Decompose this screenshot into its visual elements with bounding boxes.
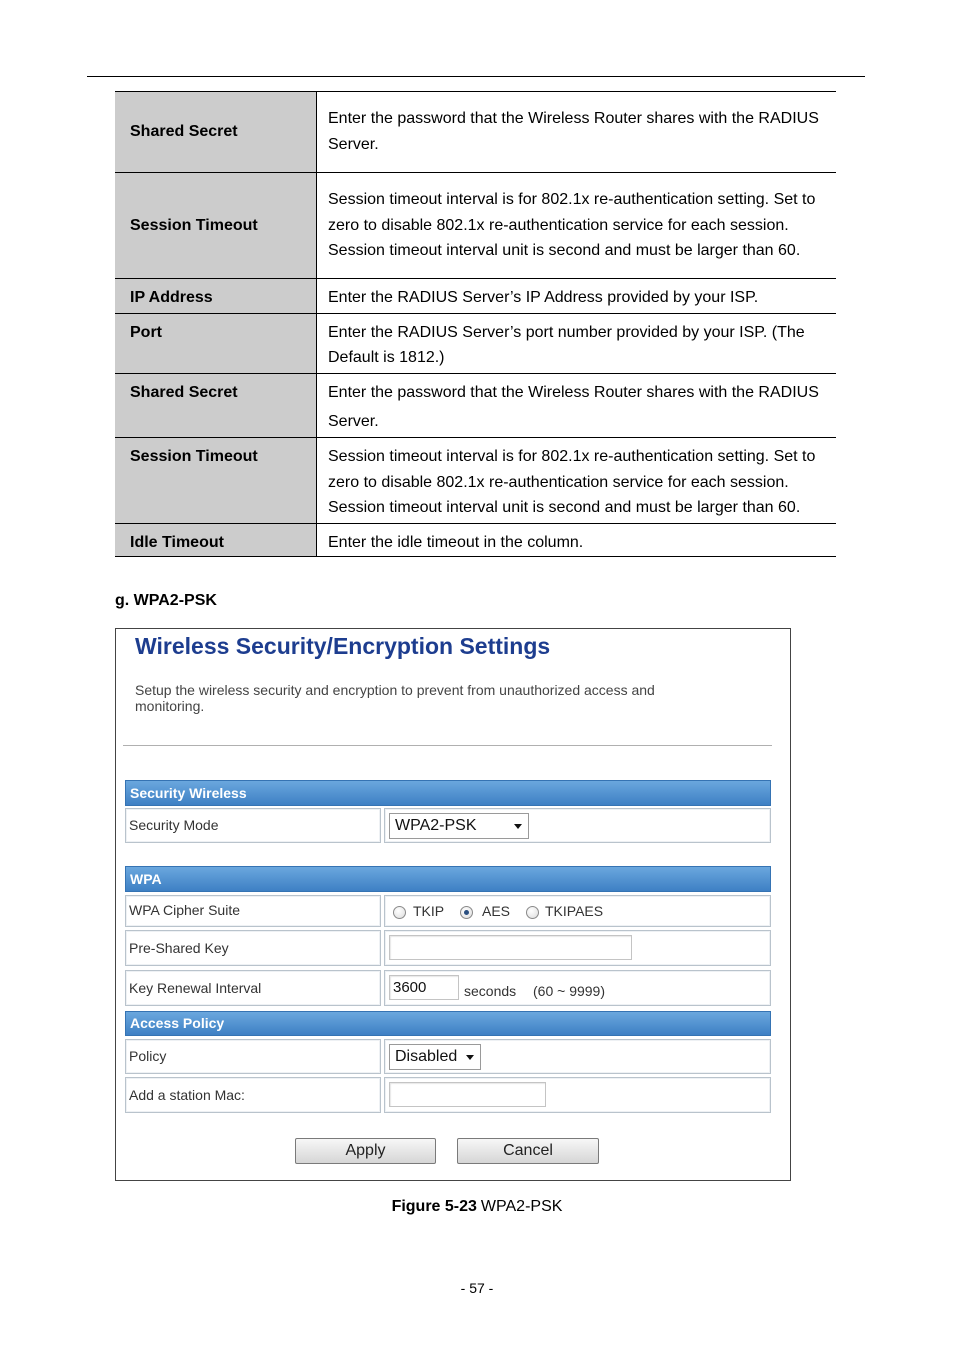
policy-select[interactable] — [389, 1044, 481, 1070]
section-header-access-policy: Access Policy — [125, 1011, 771, 1036]
parameter-name: Shared Secret — [130, 384, 238, 401]
parameter-name-cell — [115, 173, 317, 278]
radio-label-aes: AES — [482, 903, 511, 919]
dropdown-arrow-icon — [514, 824, 522, 829]
security-mode-cell — [384, 808, 771, 843]
table-row — [115, 523, 836, 557]
security-mode-row — [125, 808, 771, 843]
parameter-name: IP Address — [130, 289, 213, 306]
description-line: Enter the RADIUS Server’s IP Address provided by your ISP. — [328, 289, 759, 306]
renewal-range: (60 ~ 9999) — [533, 983, 605, 999]
cipher-suite-cell — [384, 895, 771, 927]
section-heading: g. WPA2-PSK — [115, 592, 217, 609]
key-renewal-label: Key Renewal Interval — [125, 970, 381, 1006]
security-mode-label: Security Mode — [125, 808, 381, 843]
station-mac-label: Add a station Mac: — [125, 1077, 381, 1113]
parameter-name: Idle Timeout — [130, 534, 224, 551]
description-line: Enter the password that the Wireless Router shares with the RADIUS — [328, 110, 819, 127]
policy-cell — [384, 1039, 771, 1074]
cipher-suite-label: WPA Cipher Suite — [125, 895, 381, 927]
table-row — [115, 91, 836, 172]
description-line: Session timeout interval unit is second and must be larger than 60. — [328, 242, 801, 260]
parameter-name: Shared Secret — [130, 123, 238, 140]
description-line: Enter the idle timeout in the column. — [328, 534, 584, 551]
parameter-name-cell — [115, 92, 317, 172]
parameter-name-cell — [115, 279, 317, 313]
description-line: zero to disable 802.1x re-authentication service for each session. — [328, 473, 789, 491]
table-row — [115, 437, 836, 523]
parameter-description-cell — [317, 438, 836, 523]
description-line: Enter the password that the Wireless Router shares with the RADIUS — [328, 384, 819, 401]
description-line: Server. — [328, 136, 379, 153]
apply-button[interactable]: Apply — [295, 1138, 436, 1164]
figure-title: WPA2-PSK — [480, 1198, 563, 1215]
policy-label: Policy — [125, 1039, 381, 1074]
description-line: Enter the RADIUS Server’s port number provided by your ISP. (The — [328, 324, 805, 341]
parameter-table — [115, 91, 836, 557]
parameter-description-cell — [317, 314, 836, 373]
parameter-description-cell — [317, 279, 836, 313]
policy-value: Disabled — [395, 1048, 458, 1065]
description-line: Session timeout interval is for 802.1x re-authentication setting. Set to — [328, 191, 816, 209]
parameter-name: Session Timeout — [130, 216, 258, 234]
description-line: zero to disable 802.1x re-authentication service for each session. — [328, 216, 789, 234]
key-renewal-row — [125, 970, 771, 1006]
radio-tkipaes[interactable] — [526, 906, 539, 919]
parameter-name-cell — [115, 438, 317, 523]
radio-label-tkipaes: TKIPAES — [545, 903, 604, 919]
divider — [123, 745, 772, 746]
pre-shared-key-input[interactable] — [389, 935, 632, 960]
parameter-name-cell — [115, 374, 317, 437]
parameter-description-cell — [317, 524, 836, 556]
radio-label-tkip: TKIP — [413, 903, 445, 919]
description-line: Session timeout interval unit is second and must be larger than 60. — [328, 499, 801, 516]
table-row — [115, 373, 836, 437]
parameter-description-cell — [317, 374, 836, 437]
security-mode-select[interactable] — [389, 813, 529, 839]
cipher-suite-row — [125, 895, 771, 927]
description-line: Session timeout interval is for 802.1x re-authentication setting. Set to — [328, 448, 816, 465]
page-title: Wireless Security/Encryption Settings — [135, 633, 551, 659]
pre-shared-key-cell — [384, 930, 771, 966]
station-mac-input[interactable] — [389, 1082, 546, 1107]
security-mode-value: WPA2-PSK — [395, 817, 477, 834]
wpa2-psk-settings-screenshot — [115, 628, 791, 1181]
section-header-security-wireless: Security Wireless — [125, 780, 771, 806]
policy-row — [125, 1039, 771, 1074]
section-header-wpa: WPA — [125, 866, 771, 892]
dropdown-arrow-icon — [466, 1055, 474, 1060]
header-rule — [87, 76, 865, 77]
radio-aes[interactable] — [460, 906, 473, 919]
table-row — [115, 278, 836, 313]
pre-shared-key-label: Pre-Shared Key — [125, 930, 381, 966]
renewal-unit: seconds — [464, 983, 517, 999]
page-description — [135, 682, 655, 714]
page-number: - 57 - — [460, 1280, 494, 1296]
parameter-name: Session Timeout — [130, 448, 258, 465]
table-row — [115, 172, 836, 278]
parameter-name-cell — [115, 524, 317, 556]
key-renewal-input[interactable] — [389, 975, 459, 1000]
description-line: Default is 1812.) — [328, 349, 445, 366]
cancel-button[interactable]: Cancel — [457, 1138, 599, 1164]
station-mac-cell — [384, 1077, 771, 1113]
description-line: monitoring. — [135, 698, 205, 714]
radio-tkip[interactable] — [393, 906, 406, 919]
parameter-description-cell — [317, 92, 836, 172]
station-mac-row — [125, 1077, 771, 1113]
pre-shared-key-row — [125, 930, 771, 966]
figure-number: Figure 5-23 — [391, 1198, 477, 1215]
parameter-name: Port — [130, 324, 162, 341]
table-row — [115, 313, 836, 373]
figure-caption — [0, 1198, 954, 1216]
description-line: Server. — [328, 413, 379, 430]
key-renewal-cell — [384, 970, 771, 1006]
description-line: Setup the wireless security and encryption to prevent from unauthorized access and — [135, 682, 655, 698]
parameter-description-cell — [317, 173, 836, 278]
parameter-name-cell — [115, 314, 317, 373]
